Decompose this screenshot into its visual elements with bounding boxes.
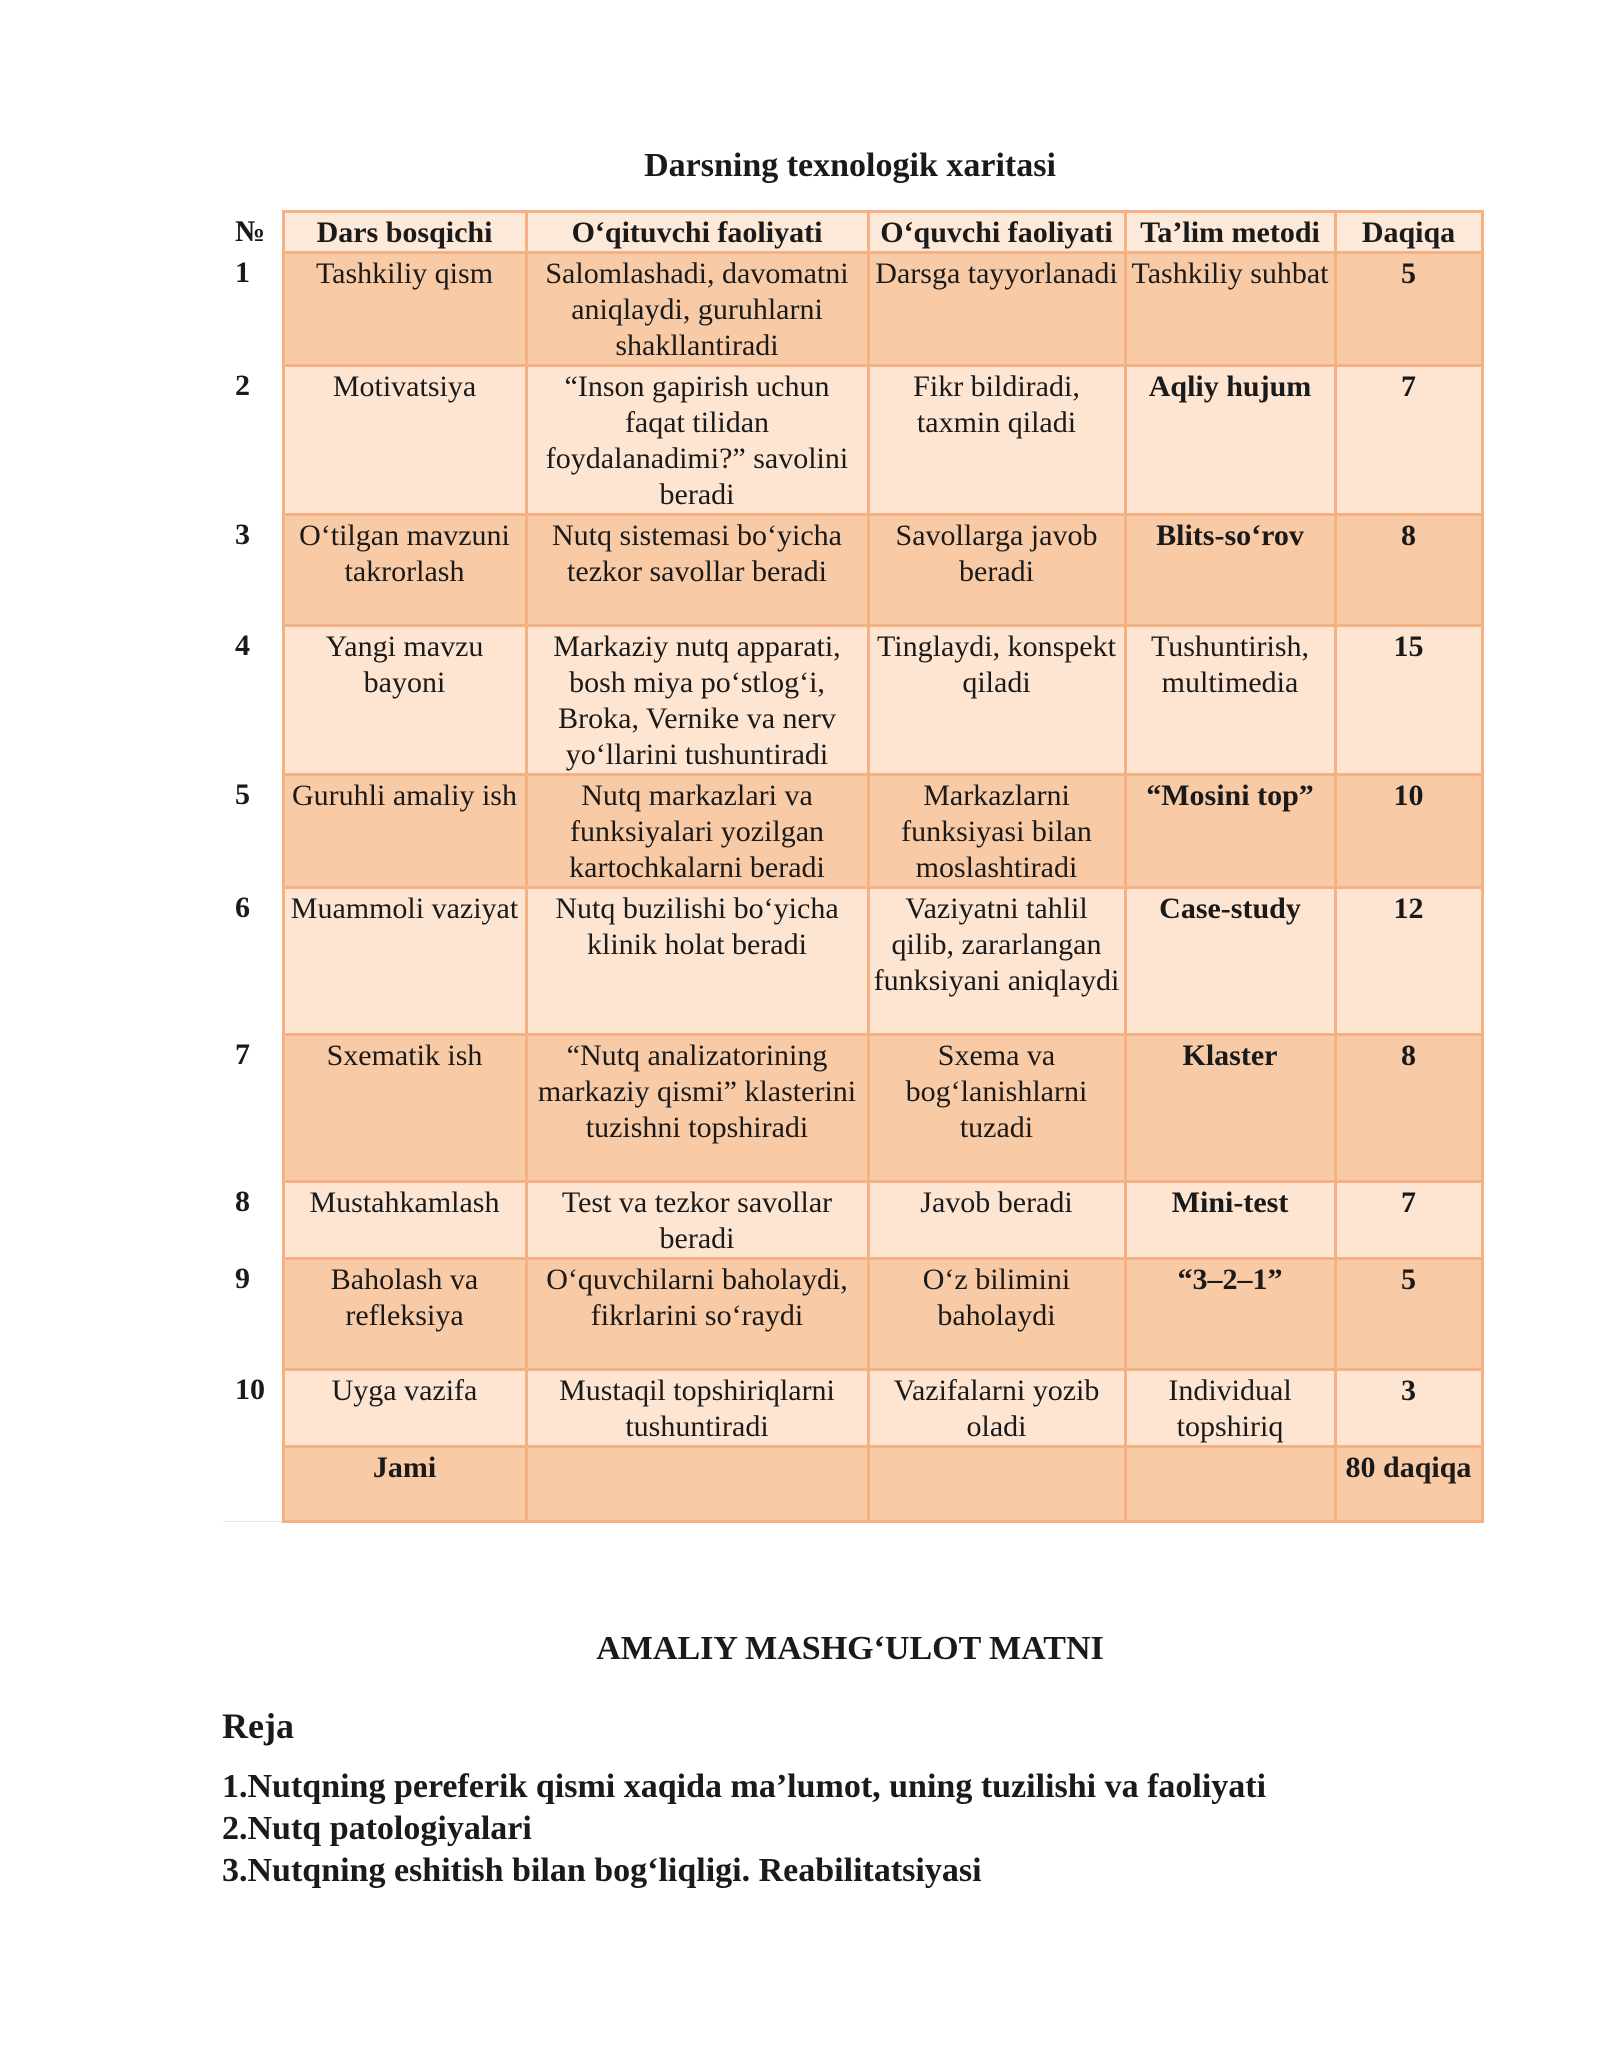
method-cell: Case-study xyxy=(1125,888,1335,1035)
student-activity-cell: Savollarga javob beradi xyxy=(868,515,1125,626)
teacher-activity-cell: Nutq buzilishi bo‘yicha klinik holat beradi xyxy=(526,888,868,1035)
method-cell: Blits-so‘rov xyxy=(1125,515,1335,626)
teacher-activity-cell: Salomlashadi, davomatni aniqlaydi, guruhlarni shakllantiradi xyxy=(526,253,868,366)
minutes-cell: 5 xyxy=(1335,253,1482,366)
table-row xyxy=(223,1035,1482,1182)
table-body xyxy=(223,253,1482,1522)
student-activity-cell: Darsga tayyorlanadi xyxy=(868,253,1125,366)
row-number: 4 xyxy=(223,626,283,775)
minutes-cell: 7 xyxy=(1335,366,1482,515)
method-cell: Mini-test xyxy=(1125,1182,1335,1259)
minutes-cell: 10 xyxy=(1335,775,1482,888)
total-empty-cell xyxy=(526,1447,868,1522)
student-activity-cell: Tinglaydi, konspekt qiladi xyxy=(868,626,1125,775)
table-row xyxy=(223,626,1482,775)
method-cell: Individual topshiriq xyxy=(1125,1370,1335,1447)
total-number-cell xyxy=(223,1447,283,1522)
stage-cell: Tashkiliy qism xyxy=(283,253,526,366)
stage-cell: Yangi mavzu bayoni xyxy=(283,626,526,775)
technology-map-table xyxy=(223,210,1484,1523)
table-row xyxy=(223,515,1482,626)
row-number: 3 xyxy=(223,515,283,626)
table-row xyxy=(223,888,1482,1035)
table-row xyxy=(223,1370,1482,1447)
minutes-cell: 8 xyxy=(1335,515,1482,626)
minutes-cell: 5 xyxy=(1335,1259,1482,1370)
plan-item: 3.Nutqning eshitish bilan bog‘liqligi. Reabilitatsiyasi xyxy=(222,1852,982,1889)
table-row xyxy=(223,1259,1482,1370)
teacher-activity-cell: Test va tezkor savollar beradi xyxy=(526,1182,868,1259)
table-row xyxy=(223,366,1482,515)
student-activity-cell: O‘z bilimini baholaydi xyxy=(868,1259,1125,1370)
row-number: 6 xyxy=(223,888,283,1035)
minutes-cell: 12 xyxy=(1335,888,1482,1035)
student-activity-cell: Vaziyatni tahlil qilib, zararlangan funksiyani aniqlaydi xyxy=(868,888,1125,1035)
stage-cell: Baholash va refleksiya xyxy=(283,1259,526,1370)
stage-cell: O‘tilgan mavzuni takrorlash xyxy=(283,515,526,626)
header-student-activity: O‘quvchi faoliyati xyxy=(868,212,1125,253)
stage-cell: Mustahkamlash xyxy=(283,1182,526,1259)
teacher-activity-cell: “Nutq analizatorining markaziy qismi” klasterini tuzishni topshiradi xyxy=(526,1035,868,1182)
header-stage: Dars bosqichi xyxy=(283,212,526,253)
stage-cell: Muammoli vaziyat xyxy=(283,888,526,1035)
student-activity-cell: Fikr bildiradi, taxmin qiladi xyxy=(868,366,1125,515)
student-activity-cell: Javob beradi xyxy=(868,1182,1125,1259)
minutes-cell: 7 xyxy=(1335,1182,1482,1259)
row-number: 10 xyxy=(223,1370,283,1447)
minutes-cell: 3 xyxy=(1335,1370,1482,1447)
stage-cell: Uyga vazifa xyxy=(283,1370,526,1447)
student-activity-cell: Markazlarni funksiyasi bilan moslashtiradi xyxy=(868,775,1125,888)
total-minutes: 80 daqiqa xyxy=(1335,1447,1482,1522)
plan-item: 1.Nutqning pereferik qismi xaqida ma’lumot, uning tuzilishi va faoliyati xyxy=(222,1768,1267,1805)
teacher-activity-cell: Markaziy nutq apparati, bosh miya po‘stlog‘i, Broka, Vernike va nerv yo‘llarini tushuntiradi xyxy=(526,626,868,775)
table-row xyxy=(223,253,1482,366)
table-row xyxy=(223,775,1482,888)
method-cell: Tashkiliy suhbat xyxy=(1125,253,1335,366)
method-cell: “Mosini top” xyxy=(1125,775,1335,888)
row-number: 1 xyxy=(223,253,283,366)
row-number: 8 xyxy=(223,1182,283,1259)
total-label: Jami xyxy=(283,1447,526,1522)
plan-heading: Reja xyxy=(222,1706,294,1746)
total-empty-cell xyxy=(1125,1447,1335,1522)
header-number: № xyxy=(223,212,283,253)
method-cell: Klaster xyxy=(1125,1035,1335,1182)
method-cell: Tushuntirish, multimedia xyxy=(1125,626,1335,775)
page-title: Darsning texnologik xaritasi xyxy=(644,147,1056,184)
header-minutes: Daqiqa xyxy=(1335,212,1482,253)
header-method: Ta’lim metodi xyxy=(1125,212,1335,253)
row-number: 5 xyxy=(223,775,283,888)
minutes-cell: 15 xyxy=(1335,626,1482,775)
table-row xyxy=(223,1182,1482,1259)
stage-cell: Motivatsiya xyxy=(283,366,526,515)
row-number: 7 xyxy=(223,1035,283,1182)
stage-cell: Guruhli amaliy ish xyxy=(283,775,526,888)
plan-item: 2.Nutq patologiyalari xyxy=(222,1810,532,1847)
teacher-activity-cell: O‘quvchilarni baholaydi, fikrlarini so‘raydi xyxy=(526,1259,868,1370)
method-cell: “3–2–1” xyxy=(1125,1259,1335,1370)
total-empty-cell xyxy=(868,1447,1125,1522)
teacher-activity-cell: Nutq sistemasi bo‘yicha tezkor savollar beradi xyxy=(526,515,868,626)
teacher-activity-cell: Nutq markazlari va funksiyalari yozilgan kartochkalarni beradi xyxy=(526,775,868,888)
total-row xyxy=(223,1447,1482,1522)
header-teacher-activity: O‘qituvchi faoliyati xyxy=(526,212,868,253)
row-number: 2 xyxy=(223,366,283,515)
table-header-row xyxy=(223,212,1482,253)
section-title: AMALIY MASHG‘ULOT MATNI xyxy=(596,1630,1104,1667)
plan-list xyxy=(222,1766,1266,1892)
teacher-activity-cell: Mustaqil topshiriqlarni tushuntiradi xyxy=(526,1370,868,1447)
method-cell: Aqliy hujum xyxy=(1125,366,1335,515)
row-number: 9 xyxy=(223,1259,283,1370)
minutes-cell: 8 xyxy=(1335,1035,1482,1182)
stage-cell: Sxematik ish xyxy=(283,1035,526,1182)
student-activity-cell: Vazifalarni yozib oladi xyxy=(868,1370,1125,1447)
teacher-activity-cell: “Inson gapirish uchun faqat tilidan foydalanadimi?” savolini beradi xyxy=(526,366,868,515)
student-activity-cell: Sxema va bog‘lanishlarni tuzadi xyxy=(868,1035,1125,1182)
